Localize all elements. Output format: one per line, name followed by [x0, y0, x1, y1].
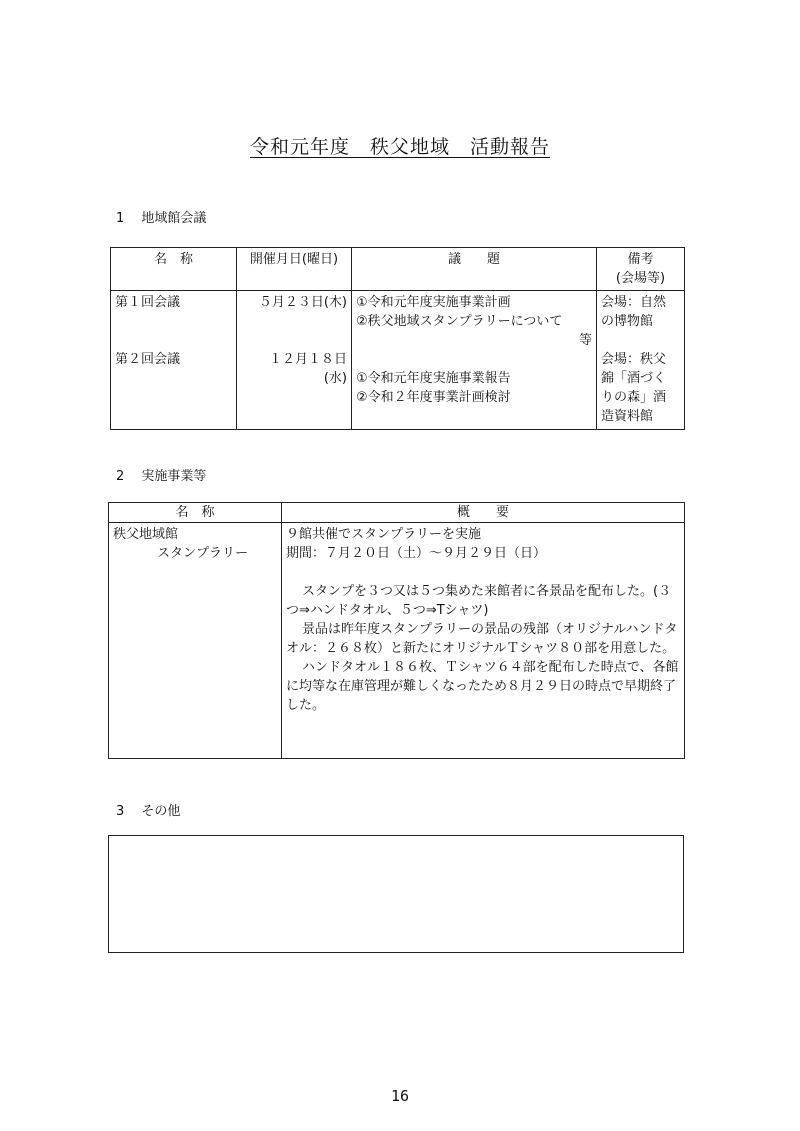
- projects-table: [108, 502, 685, 759]
- meeting-1-topic-suffix: 等: [578, 333, 592, 348]
- meeting-1-note-line2: の博物館: [601, 314, 654, 329]
- header-note-line2: (会場等): [615, 271, 666, 286]
- meeting-dates-cell: [237, 291, 352, 430]
- meeting-2-note-line2: 錦「酒づく: [601, 371, 667, 386]
- table-row: [111, 291, 685, 430]
- meeting-1-topic-1: ①令和元年度実施事業計画: [356, 295, 511, 310]
- meeting-topics-cell: [352, 291, 597, 430]
- meeting-1-note-line1: 会場：自然: [601, 295, 667, 310]
- meeting-2-topic-2: ②令和２年度事業計画検討: [356, 390, 511, 405]
- meeting-2-note-line1: 会場：秩父: [601, 352, 667, 367]
- header-name: 名 称: [109, 503, 282, 523]
- meeting-2-date-line2: (水): [323, 371, 347, 386]
- section3-heading: 3 その他: [116, 804, 181, 819]
- regional-meeting-table: [110, 247, 685, 430]
- project-name-line2: スタンプラリー: [157, 546, 249, 561]
- header-date: 開催月日(曜日): [237, 248, 352, 291]
- summary-paragraph-3: ハンドタオル１８６枚、Ｔシャツ６４部を配布した時点で、各館に均等な在庫管理が難しくなったため８月２９日の時点で早期終了した。: [286, 660, 679, 713]
- table-row: [109, 523, 685, 759]
- section2-heading: 2 実施事業等: [116, 469, 207, 484]
- header-summary: 概 要: [282, 503, 685, 523]
- project-name-line1: 秩父地域館: [113, 527, 179, 542]
- meeting-2-name: 第２回会議: [115, 352, 181, 367]
- summary-line1: ９館共催でスタンプラリーを実施: [286, 527, 482, 542]
- header-name: 名 称: [111, 248, 237, 291]
- project-name-cell: [109, 523, 282, 759]
- summary-paragraph-2: 景品は昨年度スタンプラリーの景品の残部（オリジナルハンドタオル：２６８枚）と新たにオリジナルＴシャツ８０部を用意した。: [286, 622, 678, 656]
- header-note: [597, 248, 685, 291]
- summary-paragraph-1: スタンプを３つ又は５つ集めた来館者に各景品を配布した。(３つ⇒ハンドタオル、５つ⇒Tシャツ): [286, 584, 672, 618]
- table-header-row: [109, 503, 685, 523]
- meeting-1-name: 第１回会議: [115, 295, 181, 310]
- meeting-2-date-line1: １２月１８日: [268, 352, 347, 367]
- meeting-names-cell: [111, 291, 237, 430]
- meeting-2-topic-1: ①令和元年度実施事業報告: [356, 371, 511, 386]
- summary-line2: 期間：７月２０日（土）～９月２９日（日）: [286, 546, 547, 561]
- page-number: 16: [390, 1087, 410, 1105]
- meeting-notes-cell: [597, 291, 685, 430]
- header-topic: 議 題: [352, 248, 597, 291]
- other-notes-box: [108, 835, 684, 953]
- meeting-2-note-line3: りの森」酒: [601, 390, 667, 405]
- meeting-1-topic-2: ②秩父地域スタンプラリーについて: [356, 314, 563, 329]
- header-note-line1: 備考: [627, 252, 654, 267]
- section1-heading: 1 地域館会議: [116, 211, 207, 226]
- project-summary-cell: [282, 523, 685, 759]
- document-title: 令和元年度 秩父地域 活動報告: [249, 136, 550, 158]
- meeting-2-note-line4: 造資料館: [601, 409, 654, 424]
- table-header-row: [111, 248, 685, 291]
- meeting-1-date: ５月２３日(木): [258, 295, 347, 310]
